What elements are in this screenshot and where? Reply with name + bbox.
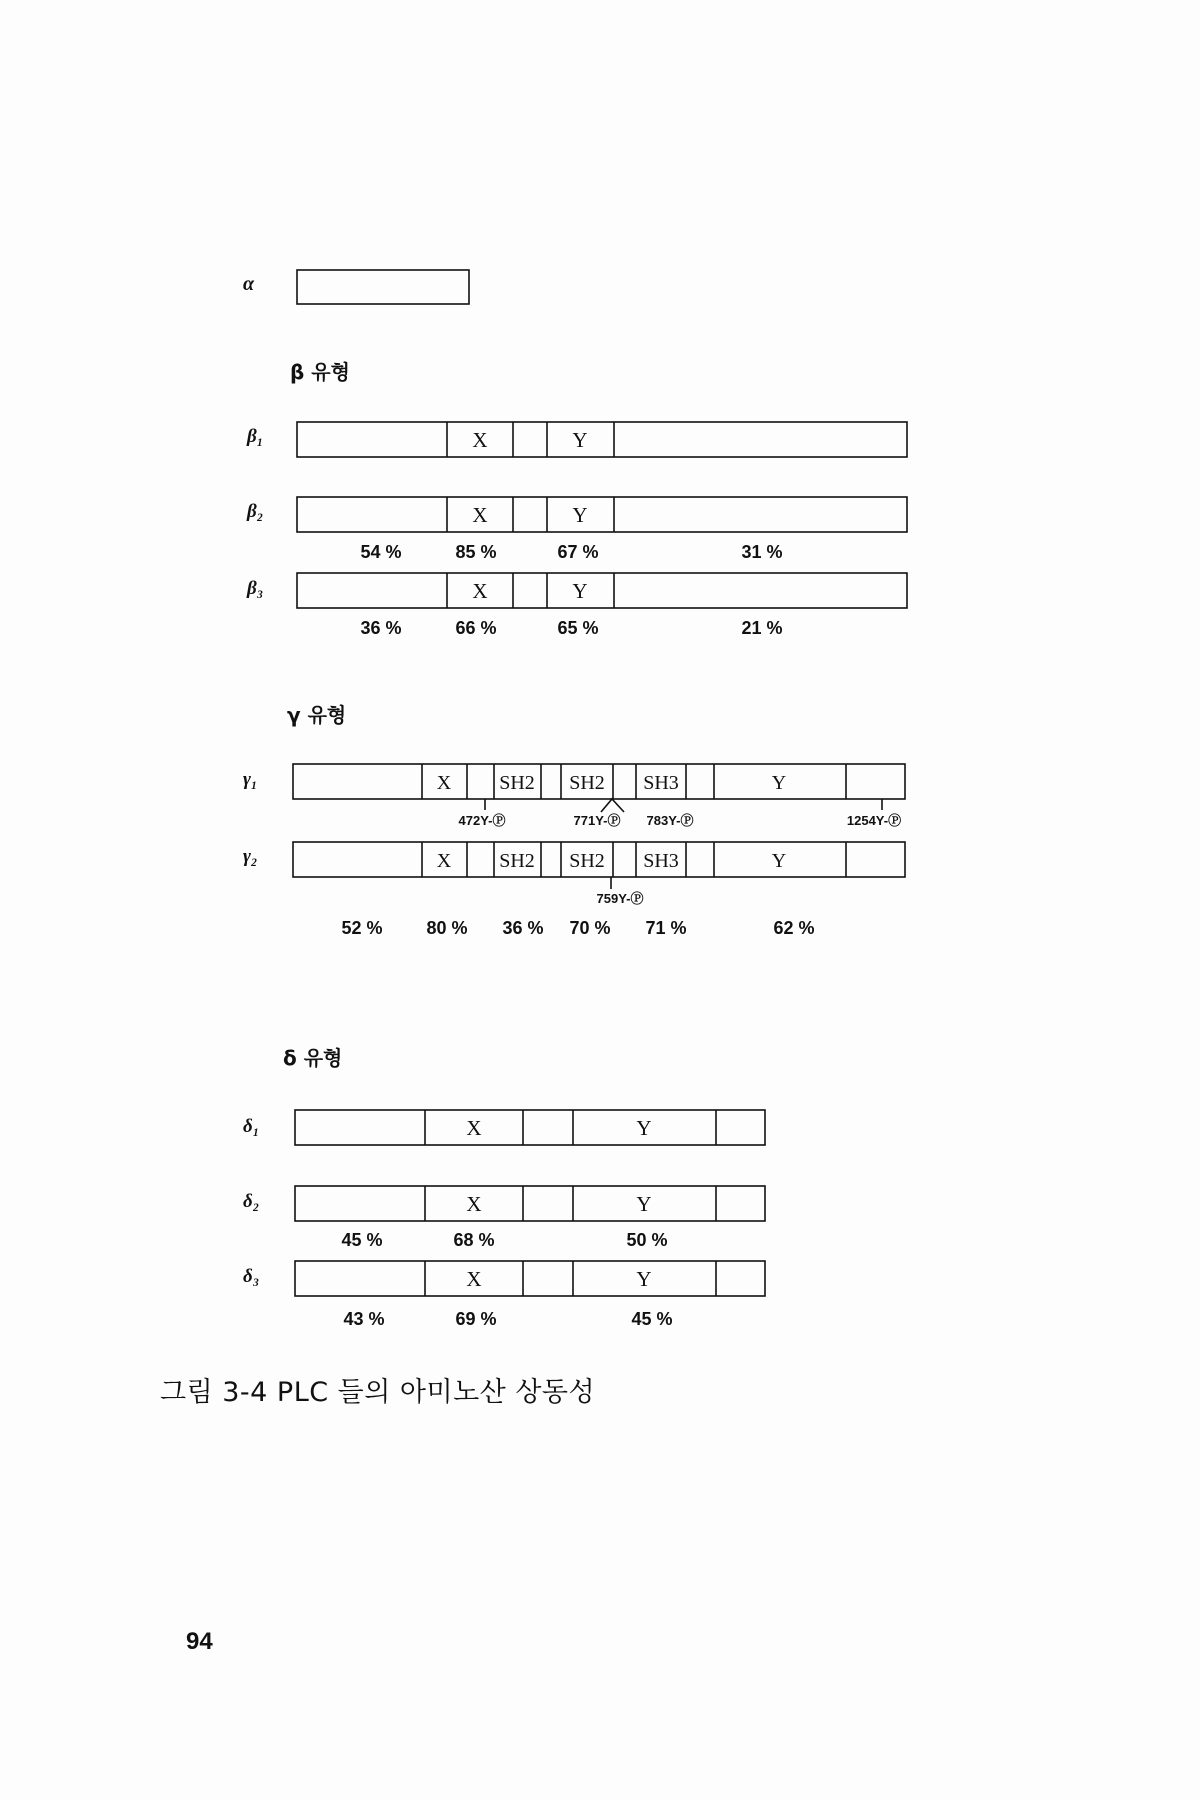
delta2-percent-3: 50 % [626,1230,668,1250]
gamma1-label: γ₁ [243,769,258,790]
gamma-percent-6: 62 % [773,918,815,938]
alpha-bar [297,270,469,304]
delta3-percent-2: 69 % [455,1309,497,1329]
beta2-percent-3: 67 % [557,542,599,562]
gamma-percent-5: 71 % [645,918,687,938]
gamma2-label: γ₂ [243,846,258,867]
beta1-bar [297,422,907,457]
gamma2-domain-sh3: SH3 [643,850,679,872]
beta1-domain-y: Y [572,428,588,452]
gamma1-row [243,764,905,828]
gamma2-domain-sh2a: SH2 [499,850,535,872]
delta1-row [243,1110,765,1145]
gamma1-domain-sh3: SH3 [643,772,679,794]
figure-caption: 그림 3-4 PLC 들의 아미노산 상동성 [160,1377,596,1408]
beta3-label: β₃ [247,578,264,599]
beta1-domain-x: X [472,428,488,452]
delta2-percent-1: 45 % [341,1230,383,1250]
beta3-percent-1: 36 % [360,618,402,638]
delta2-percent-2: 68 % [453,1230,495,1250]
gamma1-domain-y: Y [771,772,787,794]
gamma1-domain-x: X [436,772,452,794]
gamma2-site-759y: 759Y-Ⓟ [596,891,644,906]
gamma2-row [243,842,905,906]
delta3-percent-3: 45 % [631,1309,673,1329]
beta3-domain-y: Y [572,579,588,603]
beta3-bar [297,573,907,608]
delta1-domain-y: Y [636,1116,652,1140]
delta3-domain-y: Y [636,1267,652,1291]
beta2-domain-y: Y [572,503,588,527]
beta1-row [246,422,907,457]
delta3-percent-1: 43 % [343,1309,385,1329]
gamma1-site-771y: 771Y-Ⓟ [573,813,621,828]
delta3-row [243,1261,765,1329]
gamma-percent-4: 70 % [569,918,611,938]
beta3-percent-4: 21 % [741,618,783,638]
gamma-percent-1: 52 % [341,918,383,938]
gamma1-site-1254y: 1254Y-Ⓟ [846,813,902,828]
delta2-row [243,1186,765,1250]
beta2-percent-1: 54 % [360,542,402,562]
gamma2-domain-x: X [436,850,452,872]
beta-heading: β 유형 [290,360,350,384]
gamma1-site-472y: 472Y-Ⓟ [458,813,506,828]
beta1-label: β₁ [247,426,264,447]
gamma2-domain-sh2b: SH2 [569,850,605,872]
delta3-domain-x: X [466,1267,482,1291]
delta1-label: δ₁ [243,1116,260,1137]
delta2-bar [295,1186,765,1221]
beta2-percent-4: 31 % [741,542,783,562]
gamma-heading: γ 유형 [287,703,347,727]
delta3-bar [295,1261,765,1296]
beta3-percent-3: 65 % [557,618,599,638]
beta2-percent-2: 85 % [455,542,497,562]
delta2-domain-x: X [466,1192,482,1216]
gamma1-domain-sh2b: SH2 [569,772,605,794]
beta3-domain-x: X [472,579,488,603]
gamma2-domain-y: Y [771,850,787,872]
delta3-label: δ₃ [243,1266,260,1287]
delta-heading: δ 유형 [283,1046,343,1070]
page-number: 94 [186,1628,213,1655]
alpha-label: α [243,273,255,295]
delta2-label: δ₂ [243,1191,260,1212]
delta2-domain-y: Y [636,1192,652,1216]
beta3-percent-2: 66 % [455,618,497,638]
gamma-percent-3: 36 % [502,918,544,938]
gamma1-domain-sh2a: SH2 [499,772,535,794]
beta2-label: β₂ [247,501,264,522]
delta1-bar [295,1110,765,1145]
beta2-bar [297,497,907,532]
beta2-row [246,497,907,562]
gamma-percent-2: 80 % [426,918,468,938]
gamma1-site-783y: 783Y-Ⓟ [646,813,694,828]
beta3-row [246,573,907,638]
delta1-domain-x: X [466,1116,482,1140]
beta2-domain-x: X [472,503,488,527]
